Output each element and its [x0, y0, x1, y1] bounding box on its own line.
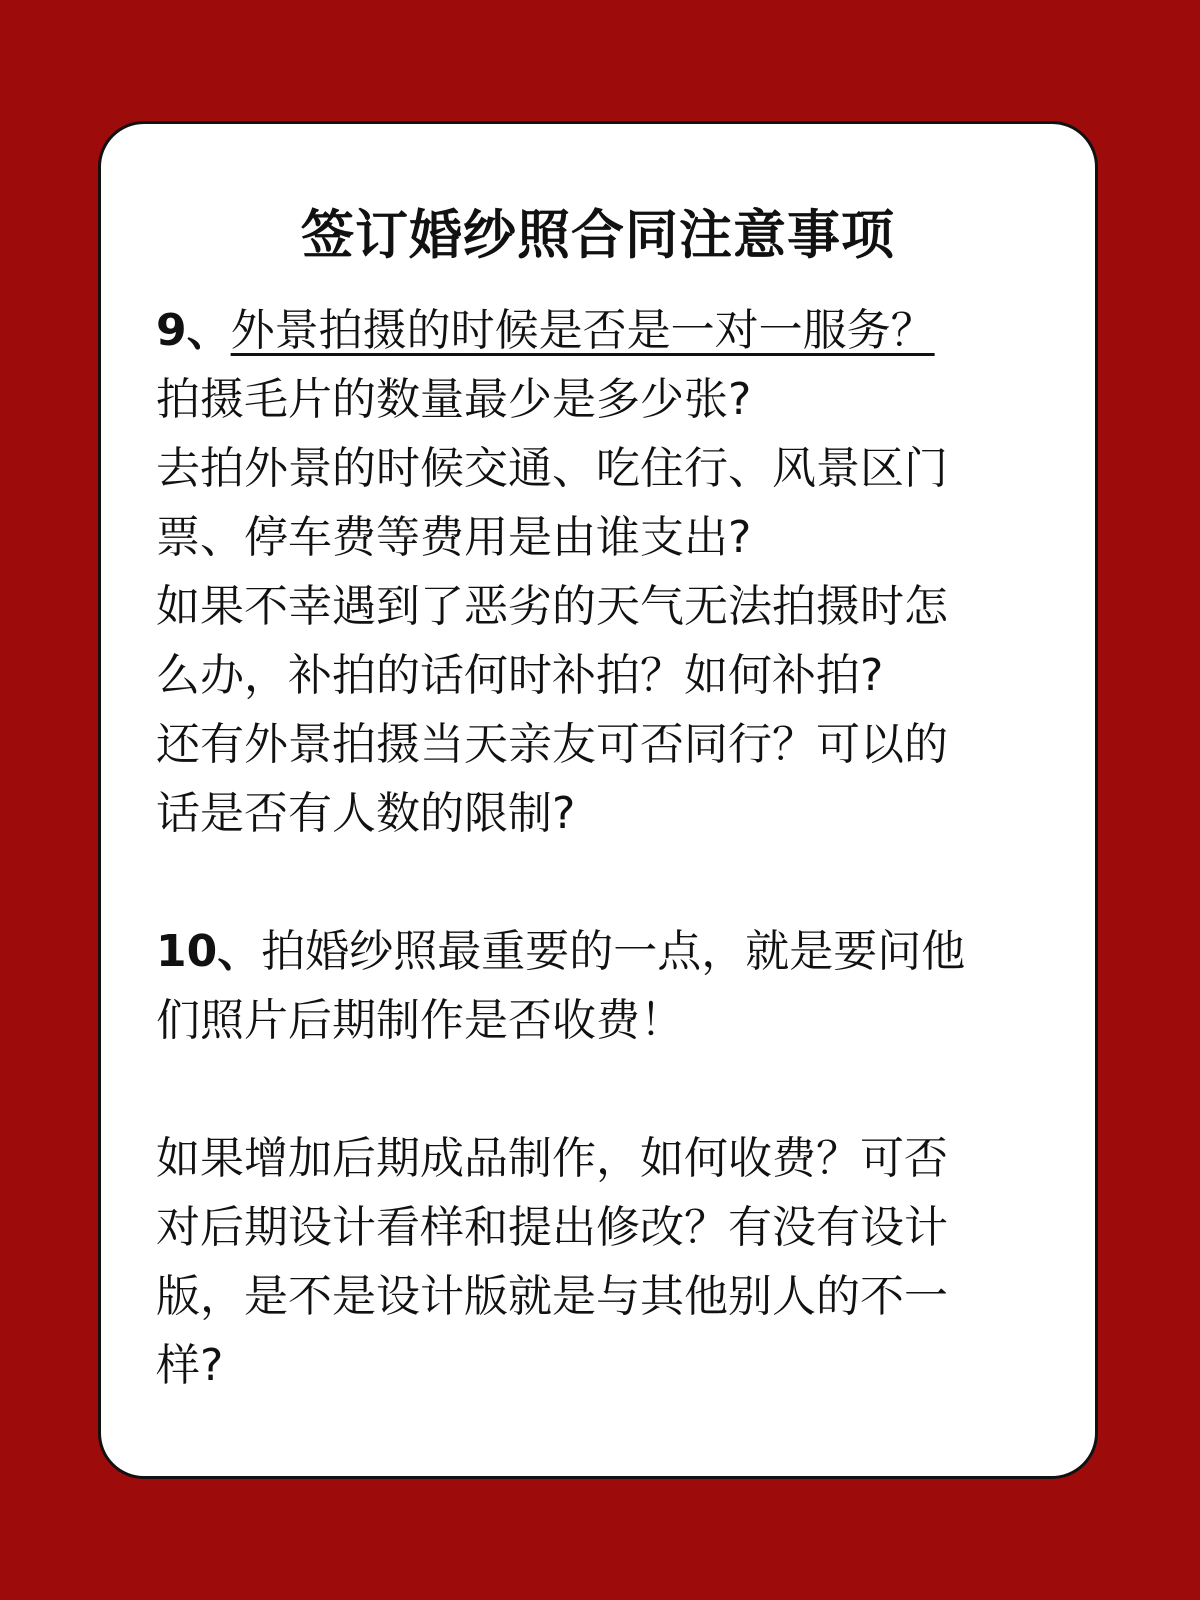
- section-9-line: 票、停车费等费用是由谁支出?: [156, 512, 752, 563]
- section-10-heading: [156, 917, 1076, 986]
- section-9-heading-text: 外景拍摄的时候是否是一对一服务？: [230, 305, 935, 356]
- section-spacer: [156, 848, 1076, 917]
- section-9-line: 么办，补拍的话何时补拍？如何补拍?: [156, 650, 884, 701]
- section-9-number: 9、: [156, 305, 231, 356]
- section-9-line: 还有外景拍摄当天亲友可否同行？可以的: [156, 719, 948, 770]
- content-card: [98, 121, 1098, 1479]
- section-10-line: 对后期设计看样和提出修改？有没有设计: [156, 1202, 948, 1253]
- section-10-line: 如果增加后期成品制作，如何收费？可否: [156, 1133, 948, 1184]
- section-10-heading-text: 拍婚纱照最重要的一点，就是要问他: [261, 926, 966, 977]
- section-10-number: 10、: [156, 926, 262, 977]
- page-title: 签订婚纱照合同注意事项: [301, 205, 895, 266]
- article-body: [156, 296, 1076, 1400]
- section-9-line: 话是否有人数的限制?: [156, 788, 576, 839]
- section-9-line: 拍摄毛片的数量最少是多少张?: [156, 374, 752, 425]
- section-10-heading-continued: 们照片后期制作是否收费！: [156, 995, 684, 1046]
- section-9-line: 去拍外景的时候交通、吃住行、风景区门: [156, 443, 948, 494]
- section-9-line: 如果不幸遇到了恶劣的天气无法拍摄时怎: [156, 581, 948, 632]
- section-10-line: 版，是不是设计版就是与其他别人的不一: [156, 1271, 948, 1322]
- section-10-line: 样?: [156, 1340, 224, 1391]
- section-spacer: [156, 1055, 1076, 1124]
- section-9-heading: [156, 296, 1076, 365]
